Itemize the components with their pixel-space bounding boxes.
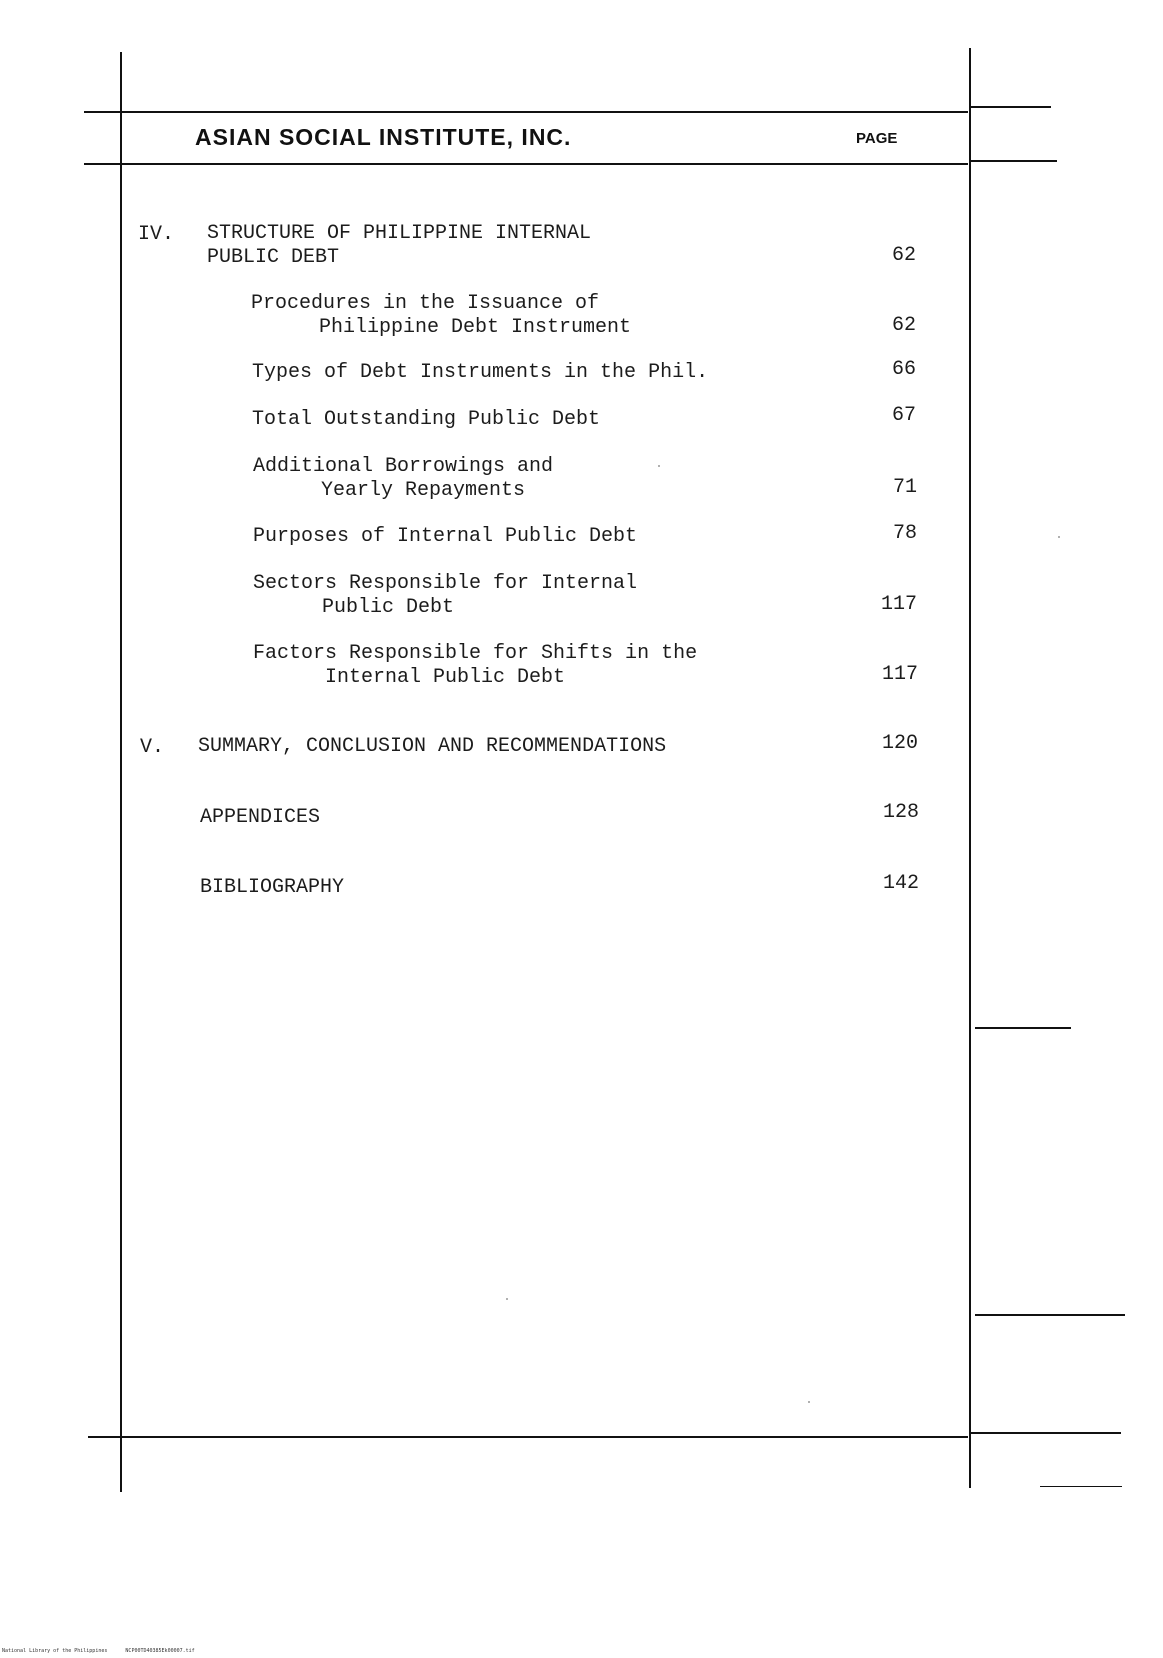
toc-item-4-page: 71 [893, 476, 918, 499]
header-bottom-line [84, 163, 968, 165]
bottom-line-right [971, 1432, 1121, 1434]
page-column-label: PAGE [856, 130, 898, 147]
toc-item-4-line2: Yearly Repayments [321, 479, 526, 502]
toc-item-7-page: 117 [882, 663, 919, 686]
section-iv-page: 62 [892, 244, 917, 267]
bibliography-title: BIBLIOGRAPHY [200, 876, 345, 899]
right-margin-line-2 [975, 1314, 1125, 1316]
toc-item-1-page: 62 [892, 314, 917, 337]
scan-speck [808, 1401, 810, 1403]
toc-item-7-line2: Internal Public Debt [325, 666, 566, 689]
toc-item-3-line1: Total Outstanding Public Debt [252, 408, 601, 431]
scan-speck [506, 1298, 508, 1300]
footer-library: National Library of the Philippines [2, 1648, 108, 1654]
scan-footer [2, 1648, 195, 1654]
institute-title: ASIAN SOCIAL INSTITUTE, INC. [195, 124, 572, 150]
toc-item-3-page: 67 [892, 404, 917, 427]
toc-item-2-line1: Types of Debt Instruments in the Phil. [252, 361, 709, 384]
toc-item-1-line1: Procedures in the Issuance of [251, 292, 600, 315]
scan-speck [1058, 536, 1060, 538]
bottom-right-dash [1040, 1486, 1122, 1487]
right-border-line [969, 48, 971, 1488]
header-bottom-line-right [971, 160, 1057, 162]
toc-item-2-page: 66 [892, 358, 917, 381]
toc-item-6-line1: Sectors Responsible for Internal [253, 572, 638, 595]
toc-item-7-line1: Factors Responsible for Shifts in the [253, 642, 698, 665]
header-top-line-right [971, 106, 1051, 108]
toc-item-6-line2: Public Debt [322, 596, 455, 619]
section-v-numeral: V. [140, 736, 165, 759]
toc-item-5-line1: Purposes of Internal Public Debt [253, 525, 638, 548]
bottom-line [88, 1436, 968, 1438]
toc-item-1-line2: Philippine Debt Instrument [319, 316, 632, 339]
appendices-page: 128 [883, 801, 920, 824]
appendices-title: APPENDICES [200, 806, 321, 829]
toc-item-4-line1: Additional Borrowings and [253, 455, 554, 478]
section-iv-title-line1: STRUCTURE OF PHILIPPINE INTERNAL [207, 222, 592, 245]
section-iv-numeral: IV. [138, 223, 175, 246]
left-border-line [120, 52, 122, 1492]
scan-speck [658, 465, 660, 467]
footer-file: NCP00TD40385Ek00007.tif [125, 1648, 195, 1654]
toc-item-6-page: 117 [881, 593, 918, 616]
section-v-title: SUMMARY, CONCLUSION AND RECOMMENDATIONS [198, 735, 667, 758]
right-margin-line-1 [975, 1027, 1071, 1029]
bibliography-page: 142 [883, 872, 920, 895]
header-top-line [84, 111, 968, 113]
section-v-page: 120 [882, 732, 919, 755]
section-iv-title-line2: PUBLIC DEBT [207, 246, 340, 269]
toc-item-5-page: 78 [893, 522, 918, 545]
